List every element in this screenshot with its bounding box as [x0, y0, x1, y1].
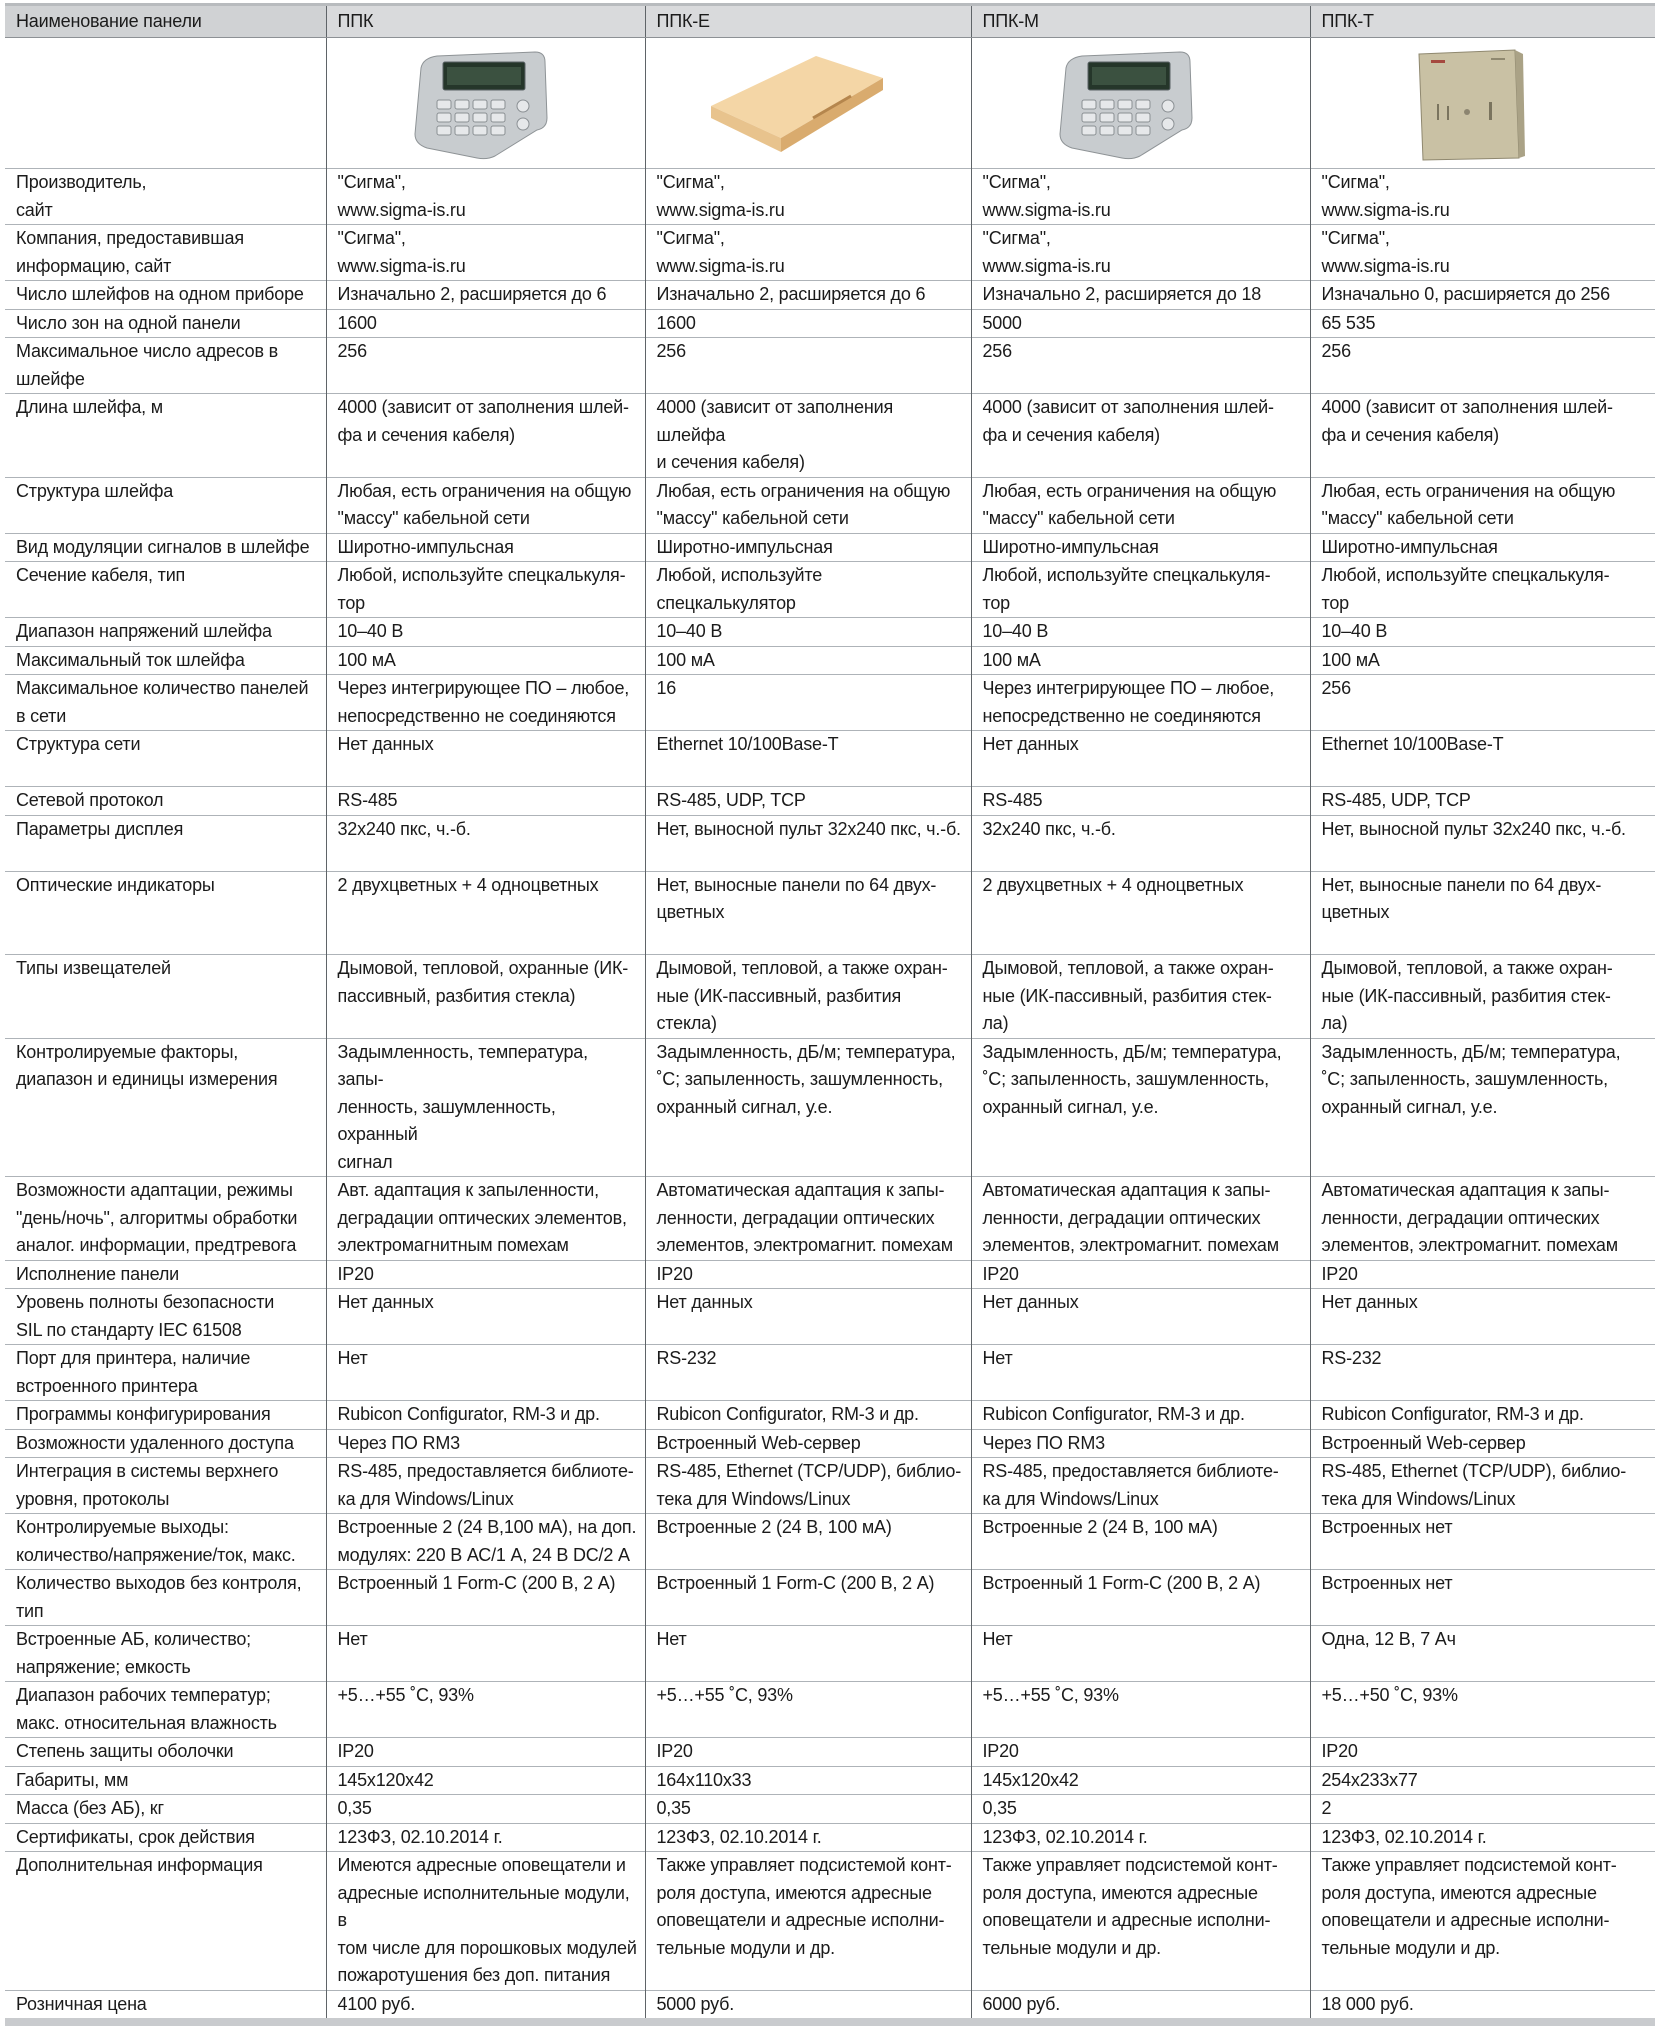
cell-ppk-m: Задымленность, дБ/м; температура, ˚С; запыленность, зашумленность, охранный сигнал, у.е. [971, 1038, 1310, 1177]
cell-ppk: 32х240 пкс, ч.-б. [326, 815, 645, 871]
cell-ppk-e: Ethernet 10/100Base-T [645, 731, 971, 787]
table-row [5, 562, 1655, 618]
table-row [5, 787, 1655, 816]
beige-box-panel-icon [701, 48, 891, 163]
table-row [5, 1429, 1655, 1458]
table-row [5, 1038, 1655, 1177]
cell-ppk-e: Любая, есть ограничения на общую "массу" кабельной сети [645, 477, 971, 533]
cell-ppk-m: 10–40 В [971, 618, 1310, 647]
row-label: Розничная цена [5, 1990, 326, 2022]
cell-ppk-t: Rubicon Configurator, RM-3 и др. [1310, 1401, 1655, 1430]
cell-ppk-e: "Сигма", www.sigma-is.ru [645, 225, 971, 281]
cell-ppk-e: Дымовой, тепловой, а также охран- ные (ИК-пассивный, разбития стекла) [645, 955, 971, 1039]
cell-ppk-m: Дымовой, тепловой, а также охран- ные (ИК-пассивный, разбития стек- ла) [971, 955, 1310, 1039]
table-row [5, 1990, 1655, 2022]
table-row [5, 1514, 1655, 1570]
cell-ppk: 10–40 В [326, 618, 645, 647]
cell-ppk-m: Также управляет подсистемой конт- роля доступа, имеются адресные оповещатели и адресные исполни- тельные модули и др. [971, 1852, 1310, 1991]
cell-ppk: RS-485, предоставляется библиоте- ка для Windows/Linux [326, 1458, 645, 1514]
cell-ppk-e: 5000 руб. [645, 1990, 971, 2022]
cell-ppk-t: 100 мА [1310, 646, 1655, 675]
row-label: Структура сети [5, 731, 326, 787]
cell-ppk-m: 32х240 пкс, ч.-б. [971, 815, 1310, 871]
cell-ppk-e: IP20 [645, 1260, 971, 1289]
row-label: Структура шлейфа [5, 477, 326, 533]
cell-ppk-e: +5…+55 ˚С, 93% [645, 1682, 971, 1738]
row-label: Порт для принтера, наличие встроенного принтера [5, 1345, 326, 1401]
cell-ppk-t: Встроенных нет [1310, 1514, 1655, 1570]
cell-ppk-m: Встроенный 1 Form-C (200 В, 2 А) [971, 1570, 1310, 1626]
cell-ppk-t: Задымленность, дБ/м; температура, ˚С; запыленность, зашумленность, охранный сигнал, у.е. [1310, 1038, 1655, 1177]
column-header-ppk: ППК [326, 5, 645, 38]
cell-ppk-t: RS-485, Ethernet (TCP/UDP), библио- тека для Windows/Linux [1310, 1458, 1655, 1514]
cell-ppk-t: 4000 (зависит от заполнения шлей- фа и сечения кабеля) [1310, 394, 1655, 478]
cell-ppk-e: Встроенный 1 Form-C (200 В, 2 А) [645, 1570, 971, 1626]
row-label: Максимальное число адресов в шлейфе [5, 338, 326, 394]
table-row [5, 1289, 1655, 1345]
cell-ppk-m: 4000 (зависит от заполнения шлей- фа и сечения кабеля) [971, 394, 1310, 478]
keypad-panel-icon [407, 48, 552, 163]
cell-ppk-m: Rubicon Configurator, RM-3 и др. [971, 1401, 1310, 1430]
column-header-ppk-t: ППК-Т [1310, 5, 1655, 38]
row-label: Оптические индикаторы [5, 871, 326, 955]
cell-ppk-e: Нет данных [645, 1289, 971, 1345]
row-label: Число зон на одной панели [5, 309, 326, 338]
cell-ppk: 123ФЗ, 02.10.2014 г. [326, 1823, 645, 1852]
row-label: Масса (без АБ), кг [5, 1795, 326, 1824]
table-row [5, 338, 1655, 394]
cell-ppk: Нет [326, 1345, 645, 1401]
cell-ppk-t: RS-485, UDP, TCP [1310, 787, 1655, 816]
row-label: Сертификаты, срок действия [5, 1823, 326, 1852]
cell-ppk-e: 10–40 В [645, 618, 971, 647]
cell-ppk: 2 двухцветных + 4 одноцветных [326, 871, 645, 955]
cell-ppk-e: Встроенные 2 (24 В, 100 мА) [645, 1514, 971, 1570]
row-label: Количество выходов без контроля, тип [5, 1570, 326, 1626]
cell-ppk: "Сигма", www.sigma-is.ru [326, 225, 645, 281]
table-row [5, 225, 1655, 281]
row-label: Исполнение панели [5, 1260, 326, 1289]
header-label: Наименование панели [5, 5, 326, 38]
cell-ppk-m: Нет [971, 1345, 1310, 1401]
cell-ppk-e: Широтно-импульсная [645, 533, 971, 562]
comparison-table [5, 3, 1655, 2026]
table-row [5, 309, 1655, 338]
cell-ppk: Задымленность, температура, запы- ленность, зашумленность, охранный сигнал [326, 1038, 645, 1177]
cell-ppk-e: 4000 (зависит от заполнения шлейфа и сечения кабеля) [645, 394, 971, 478]
cell-ppk-t: Широтно-импульсная [1310, 533, 1655, 562]
cell-ppk: Встроенные 2 (24 В,100 мА), на доп. модулях: 220 В АС/1 А, 24 В DC/2 А [326, 1514, 645, 1570]
cell-ppk-m: IP20 [971, 1738, 1310, 1767]
cell-ppk-m: 0,35 [971, 1795, 1310, 1824]
cell-ppk-e: Rubicon Configurator, RM-3 и др. [645, 1401, 971, 1430]
row-label: Максимальное количество панелей в сети [5, 675, 326, 731]
table-row [5, 1345, 1655, 1401]
table-row [5, 394, 1655, 478]
cell-ppk-m: Любой, используйте спецкалькуля- тор [971, 562, 1310, 618]
cell-ppk-m: 6000 руб. [971, 1990, 1310, 2022]
cell-ppk-e: Также управляет подсистемой конт- роля доступа, имеются адресные оповещатели и адресные исполни- тельные модули и др. [645, 1852, 971, 1991]
row-label: Габариты, мм [5, 1766, 326, 1795]
cell-ppk-m: 123ФЗ, 02.10.2014 г. [971, 1823, 1310, 1852]
cell-ppk-t: IP20 [1310, 1260, 1655, 1289]
cell-ppk-e: 1600 [645, 309, 971, 338]
cell-ppk: Имеются адресные оповещатели и адресные исполнительные модули, в том числе для порошковых модулей пожаротушения без доп. питания [326, 1852, 645, 1991]
comparison-sheet [5, 3, 1655, 2026]
product-image-ppk [326, 38, 645, 169]
image-row [5, 38, 1655, 169]
cell-ppk-t: "Сигма", www.sigma-is.ru [1310, 225, 1655, 281]
cell-ppk-t: Встроенных нет [1310, 1570, 1655, 1626]
cell-ppk-m: 145x120x42 [971, 1766, 1310, 1795]
row-label: Диапазон рабочих температур; макс. относительная влажность [5, 1682, 326, 1738]
cell-ppk-m: Широтно-импульсная [971, 533, 1310, 562]
cell-ppk-m: RS-485 [971, 787, 1310, 816]
table-row [5, 955, 1655, 1039]
cell-ppk-e: 164x110x33 [645, 1766, 971, 1795]
cell-ppk: 256 [326, 338, 645, 394]
cell-ppk-m: Нет данных [971, 1289, 1310, 1345]
row-label: Параметры дисплея [5, 815, 326, 871]
row-label: Встроенные АБ, количество; напряжение; емкость [5, 1626, 326, 1682]
cell-ppk-m: Через ПО RM3 [971, 1429, 1310, 1458]
table-row [5, 1852, 1655, 1991]
table-row [5, 646, 1655, 675]
row-label: Степень защиты оболочки [5, 1738, 326, 1767]
cell-ppk-t: 10–40 В [1310, 618, 1655, 647]
cell-ppk-m: 5000 [971, 309, 1310, 338]
table-row [5, 1177, 1655, 1261]
cell-ppk-t: Любая, есть ограничения на общую "массу" кабельной сети [1310, 477, 1655, 533]
cell-ppk-t: Нет, выносной пульт 32х240 пкс, ч.-б. [1310, 815, 1655, 871]
table-row [5, 675, 1655, 731]
cell-ppk-m: "Сигма", www.sigma-is.ru [971, 169, 1310, 225]
row-label: Дополнительная информация [5, 1852, 326, 1991]
row-label: Сетевой протокол [5, 787, 326, 816]
header-row [5, 5, 1655, 38]
cell-ppk-e: 0,35 [645, 1795, 971, 1824]
cell-ppk: Rubicon Configurator, RM-3 и др. [326, 1401, 645, 1430]
row-label: Производитель, сайт [5, 169, 326, 225]
cell-ppk-e: Задымленность, дБ/м; температура, ˚С; запыленность, зашумленность, охранный сигнал, у.е. [645, 1038, 971, 1177]
cell-ppk-m: 256 [971, 338, 1310, 394]
cell-ppk-e: Нет, выносной пульт 32х240 пкс, ч.-б. [645, 815, 971, 871]
table-row [5, 477, 1655, 533]
row-label: Контролируемые выходы: количество/напряжение/ток, макс. [5, 1514, 326, 1570]
row-label: Длина шлейфа, м [5, 394, 326, 478]
row-label: Максимальный ток шлейфа [5, 646, 326, 675]
row-label: Возможности удаленного доступа [5, 1429, 326, 1458]
cell-ppk-e: Встроенный Web-сервер [645, 1429, 971, 1458]
cell-ppk-e: Нет [645, 1626, 971, 1682]
cell-ppk-t: Дымовой, тепловой, а также охран- ные (ИК-пассивный, разбития стек- ла) [1310, 955, 1655, 1039]
cell-ppk-t: Встроенный Web-сервер [1310, 1429, 1655, 1458]
cell-ppk-t: RS-232 [1310, 1345, 1655, 1401]
cell-ppk-t: "Сигма", www.sigma-is.ru [1310, 169, 1655, 225]
cell-ppk-m: RS-485, предоставляется библиоте- ка для Windows/Linux [971, 1458, 1310, 1514]
cell-ppk: 100 мА [326, 646, 645, 675]
cell-ppk: Любая, есть ограничения на общую "массу" кабельной сети [326, 477, 645, 533]
cell-ppk-e: 100 мА [645, 646, 971, 675]
table-row [5, 169, 1655, 225]
cell-ppk-t: 2 [1310, 1795, 1655, 1824]
cell-ppk: Через ПО RM3 [326, 1429, 645, 1458]
table-row [5, 815, 1655, 871]
row-label: Компания, предоставившая информацию, сайт [5, 225, 326, 281]
cell-ppk-e: RS-485, Ethernet (TCP/UDP), библио- тека для Windows/Linux [645, 1458, 971, 1514]
row-label: Сечение кабеля, тип [5, 562, 326, 618]
row-label: Вид модуляции сигналов в шлейфе [5, 533, 326, 562]
table-row [5, 1682, 1655, 1738]
cell-ppk-t: 65 535 [1310, 309, 1655, 338]
row-label: Интеграция в системы верхнего уровня, протоколы [5, 1458, 326, 1514]
cell-ppk-t: +5…+50 ˚С, 93% [1310, 1682, 1655, 1738]
cell-ppk: 4000 (зависит от заполнения шлей- фа и сечения кабеля) [326, 394, 645, 478]
cell-ppk-t: Ethernet 10/100Base-T [1310, 731, 1655, 787]
column-header-ppk-e: ППК-Е [645, 5, 971, 38]
product-image-ppk-m [971, 38, 1310, 169]
cell-ppk: Дымовой, тепловой, охранные (ИК- пассивный, разбития стекла) [326, 955, 645, 1039]
cell-ppk-t: 254x233x77 [1310, 1766, 1655, 1795]
table-row [5, 1570, 1655, 1626]
cell-ppk-m: "Сигма", www.sigma-is.ru [971, 225, 1310, 281]
cell-ppk-e: 16 [645, 675, 971, 731]
cell-ppk-e: RS-232 [645, 1345, 971, 1401]
cell-ppk: 1600 [326, 309, 645, 338]
cell-ppk: 4100 руб. [326, 1990, 645, 2022]
table-row [5, 1458, 1655, 1514]
cell-ppk-t: 256 [1310, 338, 1655, 394]
cell-ppk-m: 100 мА [971, 646, 1310, 675]
cell-ppk-m: Нет данных [971, 731, 1310, 787]
cell-ppk: 0,35 [326, 1795, 645, 1824]
image-row-label [5, 38, 326, 169]
cell-ppk-m: Встроенные 2 (24 В, 100 мА) [971, 1514, 1310, 1570]
table-row [5, 1766, 1655, 1795]
table-row [5, 731, 1655, 787]
cell-ppk-m: Через интегрирующее ПО – любое, непосредственно не соединяются [971, 675, 1310, 731]
cell-ppk-e: Нет, выносные панели по 64 двух- цветных [645, 871, 971, 955]
table-row [5, 1795, 1655, 1824]
row-label: Контролируемые факторы, диапазон и единицы измерения [5, 1038, 326, 1177]
cell-ppk-e: Любой, используйте спецкалькулятор [645, 562, 971, 618]
cell-ppk-e: 256 [645, 338, 971, 394]
cell-ppk-t: 123ФЗ, 02.10.2014 г. [1310, 1823, 1655, 1852]
cell-ppk-t: Автоматическая адаптация к запы- ленности, деградации оптических элементов, электромагнит. помехам [1310, 1177, 1655, 1261]
row-label: Число шлейфов на одном приборе [5, 281, 326, 310]
table-row [5, 618, 1655, 647]
table-row [5, 533, 1655, 562]
cell-ppk: 145x120x42 [326, 1766, 645, 1795]
cell-ppk-t: Также управляет подсистемой конт- роля доступа, имеются адресные оповещатели и адресные исполни- тельные модули и др. [1310, 1852, 1655, 1991]
cell-ppk-t: Изначально 0, расширяется до 256 [1310, 281, 1655, 310]
cell-ppk: Нет данных [326, 1289, 645, 1345]
row-label: Возможности адаптации, режимы "день/ночь", алгоритмы обработки аналог. информации, предтревога [5, 1177, 326, 1261]
table-row [5, 1260, 1655, 1289]
cell-ppk: Нет данных [326, 731, 645, 787]
cell-ppk-m: IP20 [971, 1260, 1310, 1289]
row-label: Типы извещателей [5, 955, 326, 1039]
table-row [5, 871, 1655, 955]
keypad-panel-icon [1052, 48, 1197, 163]
cell-ppk: Авт. адаптация к запыленности, деградации оптических элементов, электромагнитным помехам [326, 1177, 645, 1261]
cell-ppk: Через интегрирующее ПО – любое, непосредственно не соединяются [326, 675, 645, 731]
cell-ppk-m: Нет [971, 1626, 1310, 1682]
row-label: Уровень полноты безопасности SIL по стандарту IEC 61508 [5, 1289, 326, 1345]
cell-ppk-e: RS-485, UDP, TCP [645, 787, 971, 816]
cell-ppk: Любой, используйте спецкалькуля- тор [326, 562, 645, 618]
cell-ppk: RS-485 [326, 787, 645, 816]
column-header-ppk-m: ППК-М [971, 5, 1310, 38]
table-row [5, 1823, 1655, 1852]
cell-ppk-t: Нет данных [1310, 1289, 1655, 1345]
cell-ppk-e: Автоматическая адаптация к запы- ленности, деградации оптических элементов, электромагнит. помехам [645, 1177, 971, 1261]
cell-ppk-m: Любая, есть ограничения на общую "массу" кабельной сети [971, 477, 1310, 533]
cell-ppk-m: +5…+55 ˚С, 93% [971, 1682, 1310, 1738]
cell-ppk: Встроенный 1 Form-C (200 В, 2 А) [326, 1570, 645, 1626]
wall-cabinet-panel-icon [1411, 46, 1531, 164]
cell-ppk-t: 18 000 руб. [1310, 1990, 1655, 2022]
product-image-ppk-t [1310, 38, 1655, 169]
cell-ppk-t: Любой, используйте спецкалькуля- тор [1310, 562, 1655, 618]
cell-ppk-t: Нет, выносные панели по 64 двух- цветных [1310, 871, 1655, 955]
cell-ppk-e: 123ФЗ, 02.10.2014 г. [645, 1823, 971, 1852]
cell-ppk: Широтно-импульсная [326, 533, 645, 562]
cell-ppk: "Сигма", www.sigma-is.ru [326, 169, 645, 225]
cell-ppk: IP20 [326, 1738, 645, 1767]
cell-ppk-t: 256 [1310, 675, 1655, 731]
cell-ppk: Нет [326, 1626, 645, 1682]
cell-ppk-t: IP20 [1310, 1738, 1655, 1767]
cell-ppk-t: Одна, 12 В, 7 Ач [1310, 1626, 1655, 1682]
row-label: Диапазон напряжений шлейфа [5, 618, 326, 647]
cell-ppk-m: Автоматическая адаптация к запы- ленности, деградации оптических элементов, электромагнит. помехам [971, 1177, 1310, 1261]
table-row [5, 1626, 1655, 1682]
cell-ppk-e: Изначально 2, расширяется до 6 [645, 281, 971, 310]
cell-ppk: Изначально 2, расширяется до 6 [326, 281, 645, 310]
cell-ppk: IP20 [326, 1260, 645, 1289]
cell-ppk: +5…+55 ˚С, 93% [326, 1682, 645, 1738]
table-row [5, 1401, 1655, 1430]
cell-ppk-e: IP20 [645, 1738, 971, 1767]
row-label: Программы конфигурирования [5, 1401, 326, 1430]
cell-ppk-m: Изначально 2, расширяется до 18 [971, 281, 1310, 310]
cell-ppk-m: 2 двухцветных + 4 одноцветных [971, 871, 1310, 955]
product-image-ppk-e [645, 38, 971, 169]
table-row [5, 281, 1655, 310]
cell-ppk-e: "Сигма", www.sigma-is.ru [645, 169, 971, 225]
table-row [5, 1738, 1655, 1767]
